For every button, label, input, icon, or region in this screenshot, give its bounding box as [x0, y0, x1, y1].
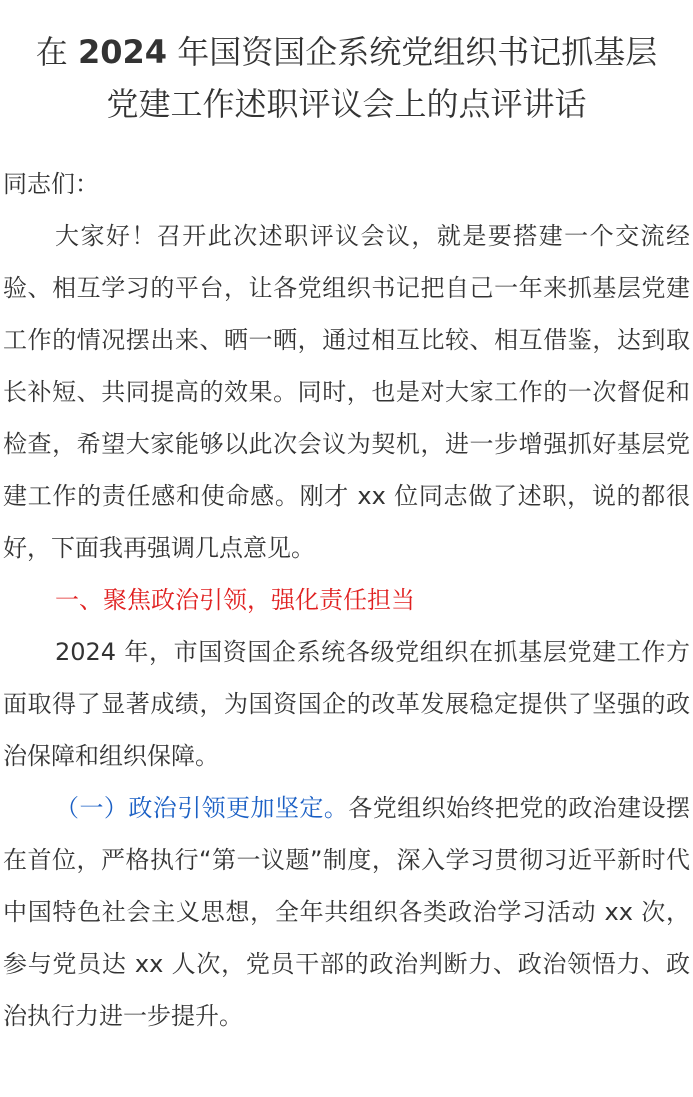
- title-prefix: 在: [35, 33, 78, 71]
- title-suffix: 年国资国企系统党组织书记抓基层: [167, 33, 658, 71]
- title-line-2: 党建工作述职评议会上的点评讲话: [106, 85, 587, 123]
- title-line-1: [0, 26, 693, 78]
- section-1-heading: 一、聚焦政治引领，强化责任担当: [55, 586, 415, 614]
- salutation: 同志们：: [3, 170, 99, 198]
- subsection-1-body: 各党组织始终把党的政治建设摆在首位，严格执行“第一议题”制度，深入学习贯彻习近平新时代中国特色社会主义思想，全年共组织各类政治学习活动 xx 次，参与党员达 xx 人次，党员干部的政治判断力、政治领悟力、政治执行力进一步提升。: [3, 794, 691, 1030]
- title-year: 2024: [77, 33, 168, 71]
- document-title: [3, 26, 690, 130]
- document-body: [3, 158, 690, 1042]
- section-1-paragraph: 2024 年，市国资国企系统各级党组织在抓基层党建工作方面取得了显著成绩，为国资国企的改革发展稳定提供了坚强的政治保障和组织保障。: [3, 638, 690, 770]
- subsection-1-heading: （一）政治引领更加坚定。: [55, 794, 349, 822]
- intro-paragraph: 大家好！召开此次述职评议会议，就是要搭建一个交流经验、相互学习的平台，让各党组织书记把自己一年来抓基层党建工作的情况摆出来、晒一晒，通过相互比较、相互借鉴，达到取长补短、共同提高的效果。同时，也是对大家工作的一次督促和检查，希望大家能够以此次会议为契机，进一步增强抓好基层党建工作的责任感和使命感。刚才 xx 位同志做了述职，说的都很好，下面我再强调几点意见。: [3, 222, 690, 562]
- subsection-1-paragraph: [3, 782, 690, 1042]
